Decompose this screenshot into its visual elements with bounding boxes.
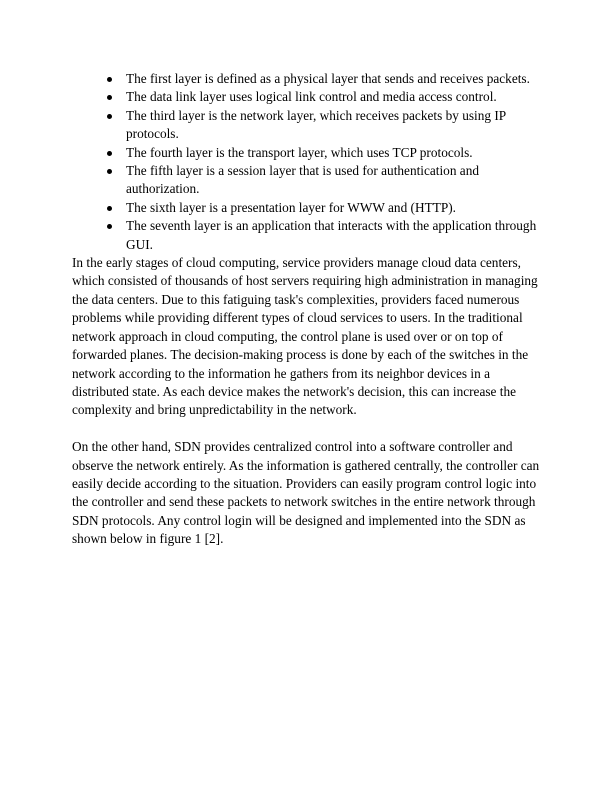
bullet-icon xyxy=(107,95,112,100)
list-item xyxy=(126,144,542,162)
bullet-icon xyxy=(107,169,112,174)
list-item xyxy=(126,199,542,217)
bullet-icon xyxy=(107,151,112,156)
bullet-icon xyxy=(107,77,112,82)
list-item-text: The sixth layer is a presentation layer for WWW and (HTTP). xyxy=(126,199,456,215)
paragraph-traditional-network: In the early stages of cloud computing, service providers manage cloud data centers, which consisted of thousands of host servers requiring high administration in managing the data centers. Due to this fatiguing task's complexities, providers faced numerous problems while providing different types of cloud services to users. In the traditional network approach in cloud computing, the control plane is used over or on top of forwarded planes. The decision-making process is done by each of the switches in the network according to the information he gathers from its neighbor devices in a distributed state. As each device makes the network's decision, this can increase the complexity and bring unpredictability in the network. xyxy=(72,255,538,418)
paragraph-sdn: On the other hand, SDN provides centralized control into a software controller and observe the network entirely. As the information is gathered centrally, the controller can easily decide according to the situation. Providers can easily program control logic into the controller and send these packets to network switches in the entire network through SDN protocols. Any control login will be designed and implemented into the SDN as shown below in figure 1 [2]. xyxy=(72,439,540,547)
list-item-text: The seventh layer is an application that interacts with the application through GUI. xyxy=(126,218,537,252)
list-item-text: The fourth layer is the transport layer, which uses TCP protocols. xyxy=(126,144,473,160)
list-item xyxy=(126,217,542,254)
osi-layer-list xyxy=(72,70,542,254)
list-item xyxy=(126,70,542,88)
list-item xyxy=(126,162,542,199)
list-item xyxy=(126,88,542,106)
list-item xyxy=(126,107,542,144)
bullet-icon xyxy=(107,224,112,229)
bullet-icon xyxy=(107,206,112,211)
list-item-text: The data link layer uses logical link control and media access control. xyxy=(126,89,497,105)
document-page xyxy=(72,70,542,549)
list-item-text: The first layer is defined as a physical layer that sends and receives packets. xyxy=(126,71,530,86)
list-item-text: The third layer is the network layer, which receives packets by using IP protocols. xyxy=(126,107,506,142)
bullet-icon xyxy=(107,114,112,119)
list-item-text: The fifth layer is a session layer that is used for authentication and authorization. xyxy=(126,163,479,197)
